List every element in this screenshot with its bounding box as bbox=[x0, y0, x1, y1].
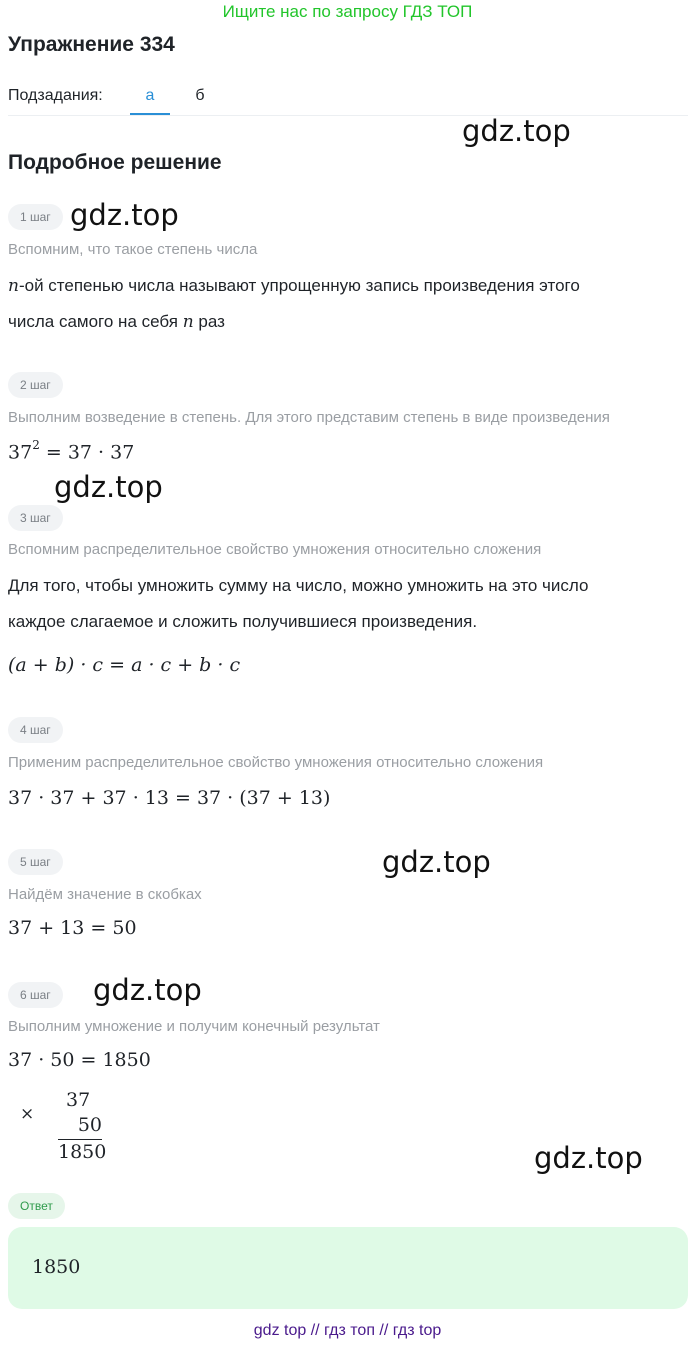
footer-links[interactable]: gdz top // гдз топ // гдз top bbox=[253, 1322, 442, 1339]
step-note-5: Найдём значение в скобках bbox=[8, 886, 202, 903]
math-base: 37 bbox=[8, 441, 33, 464]
page-title: Упражнение 334 bbox=[8, 33, 175, 56]
answer-box bbox=[8, 1227, 688, 1309]
step-note-4: Применим распределительное свойство умножения относительно сложения bbox=[8, 754, 544, 771]
solution-heading: Подробное решение bbox=[8, 151, 222, 174]
tab-a[interactable]: а bbox=[145, 87, 155, 104]
column-result: 1850 bbox=[58, 1141, 107, 1163]
watermark: gdz.top bbox=[54, 470, 163, 504]
step-math-5: 37 + 13 = 50 bbox=[8, 917, 137, 939]
step-badge-3: 3 шаг bbox=[8, 505, 63, 531]
watermark: gdz.top bbox=[534, 1141, 643, 1175]
tab-b[interactable]: б bbox=[195, 87, 205, 104]
step-note-3: Вспомним распределительное свойство умножения относительно сложения bbox=[8, 541, 542, 558]
step-math-3: (a + b) · c = a · c + b · c bbox=[8, 654, 241, 676]
step-badge-4: 4 шаг bbox=[8, 717, 63, 743]
multiply-sign: × bbox=[20, 1104, 35, 1124]
tabs-divider bbox=[8, 115, 688, 116]
column-bottom-number: 50 bbox=[77, 1114, 102, 1136]
subtasks-label: Подзадания: bbox=[8, 87, 103, 104]
step-note-6: Выполним умножение и получим конечный результат bbox=[8, 1018, 380, 1035]
answer-value: 1850 bbox=[32, 1256, 81, 1278]
answer-badge: Ответ bbox=[8, 1193, 65, 1219]
watermark: gdz.top bbox=[462, 114, 571, 148]
step-text-1b: числа самого на себя bbox=[8, 312, 183, 331]
watermark: gdz.top bbox=[382, 845, 491, 879]
step-math-2 bbox=[8, 440, 134, 463]
step-text-1a: -ой степенью числа называют упрощенную запись произведения этого bbox=[18, 276, 580, 295]
step-text-1c: раз bbox=[193, 312, 225, 331]
step-text-1-cont bbox=[8, 304, 225, 340]
variable-n: n bbox=[8, 276, 19, 296]
step-text-1 bbox=[8, 268, 580, 304]
step-badge-2: 2 шаг bbox=[8, 372, 63, 398]
variable-n: n bbox=[182, 312, 194, 332]
search-banner: Ищите нас по запросу ГДЗ ТОП bbox=[222, 2, 473, 21]
math-exponent: 2 bbox=[32, 438, 40, 452]
step-badge-6: 6 шаг bbox=[8, 982, 63, 1008]
watermark: gdz.top bbox=[93, 973, 202, 1007]
math-rest: = 37 · 37 bbox=[39, 441, 135, 464]
column-divider-line bbox=[58, 1139, 102, 1140]
step-math-6: 37 · 50 = 1850 bbox=[8, 1049, 151, 1071]
step-badge-5: 5 шаг bbox=[8, 849, 63, 875]
step-note-2: Выполним возведение в степень. Для этого представим степень в виде произведения bbox=[8, 409, 610, 426]
step-text-3b: каждое слагаемое и сложить получившиеся произведения. bbox=[8, 612, 478, 631]
step-badge-1: 1 шаг bbox=[8, 204, 63, 230]
step-text-3a: Для того, чтобы умножить сумму на число, можно умножить на это число bbox=[8, 576, 589, 595]
column-top-number: 37 bbox=[66, 1089, 91, 1111]
step-note-1: Вспомним, что такое степень числа bbox=[8, 241, 258, 258]
step-math-4: 37 · 37 + 37 · 13 = 37 · (37 + 13) bbox=[8, 787, 331, 809]
watermark: gdz.top bbox=[70, 198, 179, 232]
